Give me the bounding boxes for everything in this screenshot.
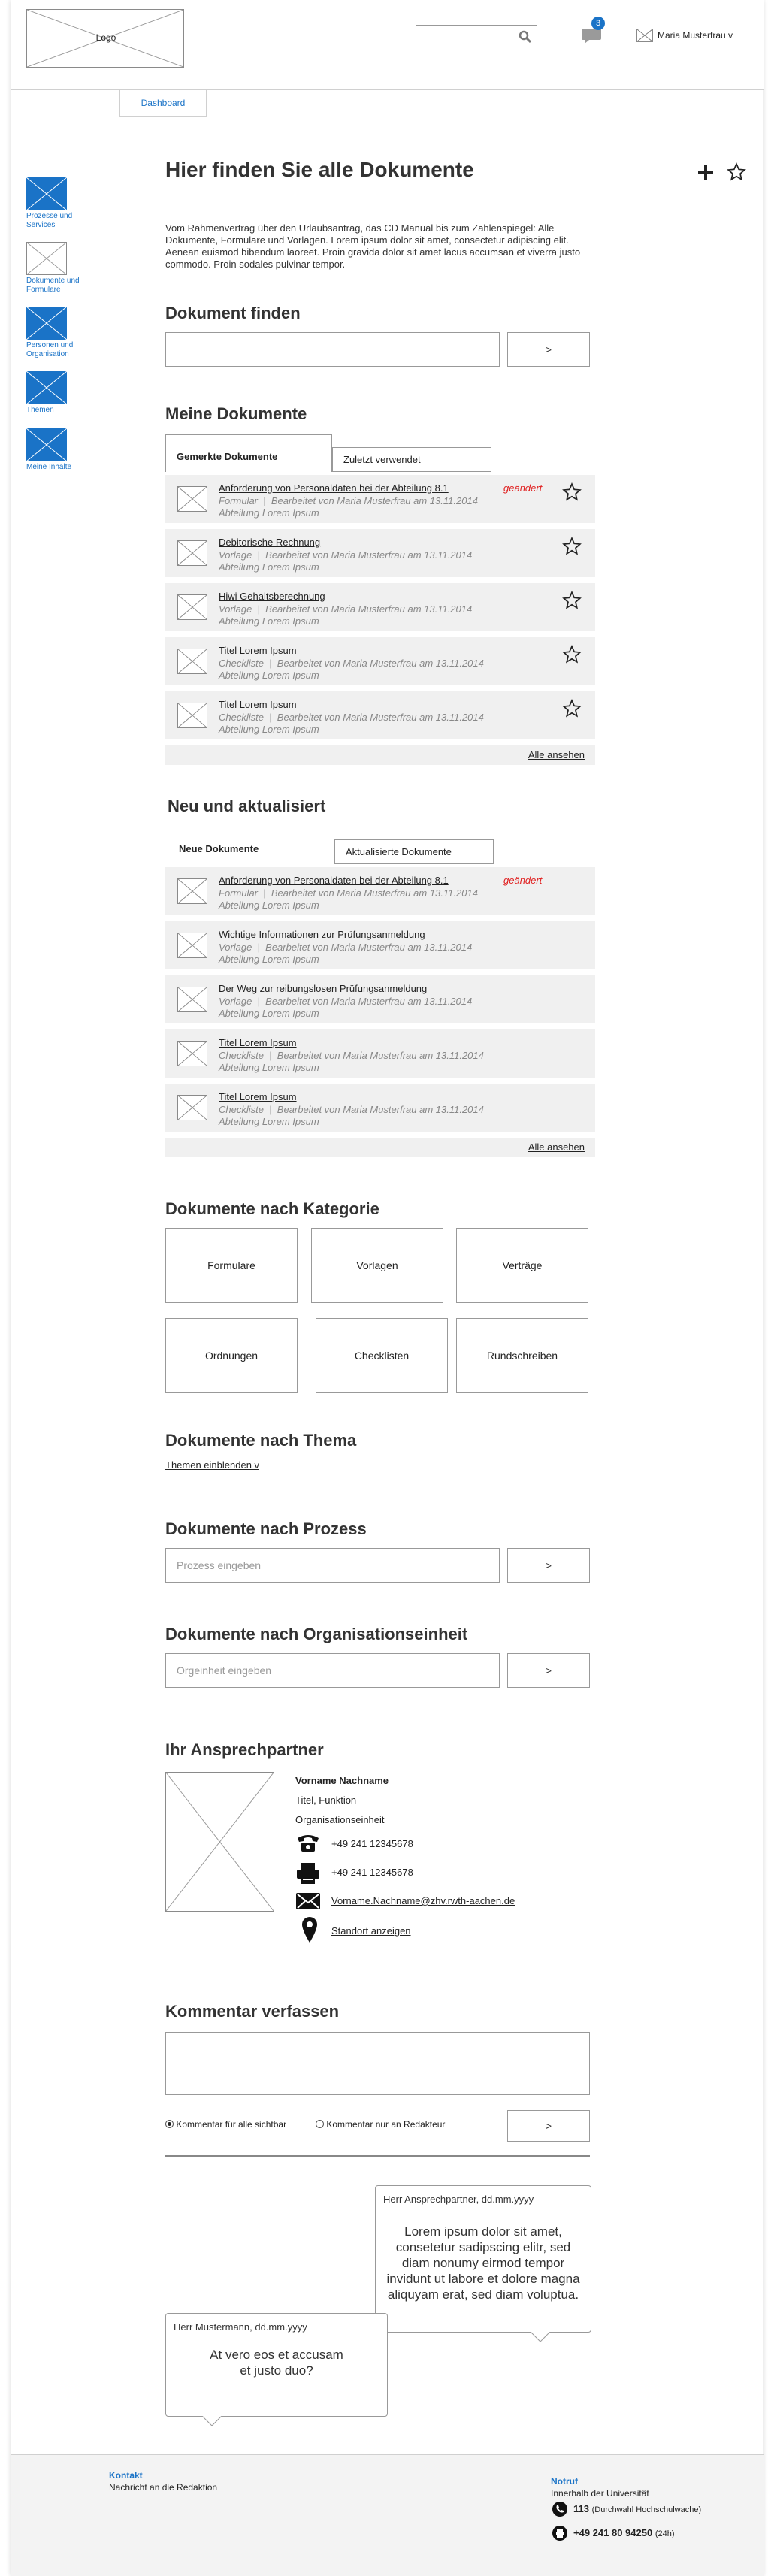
document-title-link[interactable]: Der Weg zur reibungslosen Prüfungsanmeldung (219, 983, 428, 994)
sidebar-item-prozesse[interactable] (26, 177, 79, 237)
document-meta: Vorlage | Bearbeitet von Maria Musterfrau am 13.11.2014 (219, 942, 473, 953)
radio-all-label: Kommentar für alle sichtbar (176, 2119, 287, 2130)
star-icon[interactable] (562, 591, 582, 610)
page-frame (11, 0, 763, 2576)
search-icon[interactable] (519, 30, 532, 44)
comment-textarea[interactable] (165, 2032, 590, 2095)
location-pin-icon (301, 1916, 318, 1943)
my-docs-more-bar (165, 745, 595, 765)
logo[interactable] (26, 9, 184, 68)
user-menu[interactable] (636, 27, 757, 44)
orgunit-placeholder: Orgeinheit eingeben (177, 1664, 272, 1677)
sidebar-item-label: Personen und Organisation (26, 341, 74, 358)
search-input[interactable] (416, 25, 537, 47)
document-edited: Bearbeitet von Maria Musterfrau am 13.11.2014 (271, 887, 478, 899)
document-type: Checkliste (219, 1050, 264, 1061)
emergency-note-2: (24h) (655, 2529, 675, 2538)
document-dept: Abteilung Lorem Ipsum (219, 954, 319, 965)
document-edited: Bearbeitet von Maria Musterfrau am 13.11.2014 (265, 942, 473, 953)
orgunit-input[interactable] (165, 1653, 500, 1688)
comment-submit-button[interactable]: > (507, 2110, 590, 2142)
find-heading: Dokument finden (165, 304, 301, 322)
document-thumbnail (177, 933, 207, 958)
star-icon[interactable] (562, 482, 582, 502)
document-dept: Abteilung Lorem Ipsum (219, 670, 319, 681)
list-item[interactable] (165, 475, 595, 523)
tab-dashboard-label: Dashboard (141, 98, 186, 108)
contact-location-link[interactable]: Standort anzeigen (331, 1925, 411, 1937)
contact-heading: Ihr Ansprechpartner (165, 1740, 324, 1759)
document-thumbnail (177, 878, 207, 904)
fax-icon (295, 1862, 321, 1885)
personen-icon (26, 307, 67, 340)
my-docs-more-link[interactable]: Alle ansehen (528, 749, 585, 760)
footer-emergency-number-2 (573, 2527, 675, 2538)
document-thumbnail (177, 1095, 207, 1120)
document-meta: Checkliste | Bearbeitet von Maria Musterfrau am 13.11.2014 (219, 1104, 484, 1115)
document-title-link[interactable]: Titel Lorem Ipsum (219, 699, 297, 710)
dokumente-icon (26, 242, 67, 275)
page-intro: Vom Rahmenvertrag über den Urlaubsantrag, das CD Manual bis zum Zahlenspiegel: Alle Dokumente, Formulare und Vorlagen. Lorem ipsum dolor sit amet, consectetur adipiscing elit. Aenean euismod bibendum laoreet. Proin gravida dolor sit amet lacus accumsan et viverra justo commodo. Proin sodales pulvinar tempor. (165, 222, 581, 270)
sidebar-item-label: Prozesse und Services (26, 212, 73, 229)
avatar (636, 29, 653, 42)
emergency-note-1: (Durchwahl Hochschulwache) (591, 2505, 702, 2514)
changed-badge: geändert (503, 482, 543, 494)
document-thumbnail (177, 987, 207, 1012)
document-edited: Bearbeitet von Maria Musterfrau am 13.11.2014 (265, 549, 473, 561)
prozesse-icon (26, 177, 67, 210)
sidebar-item-meine-inhalte[interactable] (26, 428, 79, 481)
contact-photo (165, 1772, 274, 1912)
contact-phone[interactable]: +49 241 12345678 (331, 1838, 413, 1849)
sidebar-item-personen[interactable] (26, 307, 79, 367)
document-edited: Bearbeitet von Maria Musterfrau am 13.11.2014 (277, 658, 484, 669)
new-docs-more-link[interactable]: Alle ansehen (528, 1141, 585, 1153)
document-edited: Bearbeitet von Maria Musterfrau am 13.11.2014 (277, 1050, 484, 1061)
orgunit-heading: Dokumente nach Organisationseinheit (165, 1625, 468, 1643)
document-title-link[interactable]: Wichtige Informationen zur Prüfungsanmeldung (219, 929, 425, 940)
document-thumbnail (177, 1041, 207, 1066)
document-dept: Abteilung Lorem Ipsum (219, 1116, 319, 1127)
document-type: Formular (219, 887, 259, 899)
list-item[interactable] (165, 1084, 595, 1132)
document-type: Checkliste (219, 1104, 264, 1115)
radio-unchecked-icon (316, 2120, 324, 2128)
tab-zuletzt-verwendet[interactable] (332, 447, 491, 472)
contact-fax[interactable]: +49 241 12345678 (331, 1867, 413, 1878)
document-edited: Bearbeitet von Maria Musterfrau am 13.11.2014 (265, 603, 473, 615)
find-input[interactable] (165, 332, 500, 367)
radio-checked-icon (165, 2120, 174, 2128)
document-edited: Bearbeitet von Maria Musterfrau am 13.11.2014 (277, 712, 484, 723)
document-dept: Abteilung Lorem Ipsum (219, 615, 319, 627)
comment-author: Herr Mustermann, dd.mm.yyyy (174, 2321, 307, 2333)
bubble-tail (202, 2407, 221, 2426)
document-edited: Bearbeitet von Maria Musterfrau am 13.11.2014 (271, 495, 478, 506)
document-edited: Bearbeitet von Maria Musterfrau am 13.11.2014 (277, 1104, 484, 1115)
document-thumbnail (177, 540, 207, 566)
page-title: Hier finden Sie alle Dokumente (165, 158, 474, 181)
comment-heading: Kommentar verfassen (165, 2002, 340, 2021)
document-meta: Checkliste | Bearbeitet von Maria Musterfrau am 13.11.2014 (219, 658, 484, 669)
star-icon[interactable] (727, 162, 746, 182)
list-item[interactable] (165, 867, 595, 915)
document-type: Vorlage (219, 549, 252, 561)
document-dept: Abteilung Lorem Ipsum (219, 724, 319, 735)
document-dept: Abteilung Lorem Ipsum (219, 899, 319, 911)
radio-comment-all[interactable] (165, 2119, 286, 2130)
document-dept: Abteilung Lorem Ipsum (219, 561, 319, 573)
footer (11, 2454, 764, 2576)
list-item[interactable] (165, 637, 595, 685)
star-icon[interactable] (562, 699, 582, 718)
add-icon[interactable] (697, 164, 715, 182)
document-type: Vorlage (219, 942, 252, 953)
document-thumbnail (177, 594, 207, 620)
orgunit-submit-button[interactable]: > (507, 1653, 590, 1688)
user-name: Maria Musterfrau v (658, 30, 733, 41)
sidebar-item-label: Dokumente und Formulare (26, 277, 80, 294)
find-submit-button[interactable]: > (507, 332, 590, 367)
notification-count: 3 (595, 19, 601, 28)
process-submit-button[interactable]: > (507, 1548, 590, 1583)
new-docs-heading: Neu und aktualisiert (168, 797, 326, 815)
phone-icon (295, 1834, 321, 1853)
list-item[interactable] (165, 691, 595, 739)
header (11, 0, 764, 90)
category-vertraege[interactable]: Verträge (456, 1228, 588, 1303)
document-meta: Vorlage | Bearbeitet von Maria Musterfrau am 13.11.2014 (219, 996, 473, 1007)
tab-label: Aktualisierte Dokumente (346, 846, 452, 857)
tab-dashboard[interactable] (119, 90, 207, 117)
document-dept: Abteilung Lorem Ipsum (219, 507, 319, 519)
document-meta: Vorlage | Bearbeitet von Maria Musterfrau am 13.11.2014 (219, 549, 473, 561)
document-edited: Bearbeitet von Maria Musterfrau am 13.11.2014 (265, 996, 473, 1007)
sidebar-item-label: Meine Inhalte (26, 463, 72, 471)
document-title-link[interactable]: Titel Lorem Ipsum (219, 645, 297, 656)
fax-circle-icon (552, 2526, 567, 2541)
document-type: Vorlage (219, 603, 252, 615)
contact-name[interactable]: Vorname Nachname (295, 1775, 389, 1786)
category-formulare[interactable]: Formulare (165, 1228, 298, 1303)
contact-email[interactable]: Vorname.Nachname@zhv.rwth-aachen.de (331, 1895, 515, 1906)
topics-toggle-link[interactable]: Themen einblenden v (165, 1459, 260, 1471)
sidebar-item-dokumente[interactable] (26, 242, 79, 302)
document-meta: Formular | Bearbeitet von Maria Musterfrau am 13.11.2014 (219, 887, 478, 899)
comment-text: Lorem ipsum dolor sit amet, consetetur sadipscing elitr, sed diam nonumy eirmod tempor invidunt ut labore et dolore magna aliquyam erat, sed diam voluptua. (386, 2224, 580, 2302)
process-input[interactable] (165, 1548, 500, 1583)
document-thumbnail (177, 649, 207, 674)
document-title-link[interactable]: Hiwi Gehaltsberechnung (219, 591, 325, 602)
document-meta: Checkliste | Bearbeitet von Maria Musterfrau am 13.11.2014 (219, 712, 484, 723)
phone-circle-icon (552, 2502, 567, 2517)
comment-bubble-reply (375, 2185, 591, 2333)
contact-org: Organisationseinheit (295, 1814, 385, 1825)
sidebar-item-label: Themen (26, 406, 54, 414)
document-type: Checkliste (219, 658, 264, 669)
star-icon[interactable] (562, 645, 582, 664)
emergency-number-1[interactable]: 113 (573, 2503, 589, 2514)
document-title-link[interactable]: Anforderung von Personaldaten bei der Abteilung 8.1 (219, 875, 449, 886)
footer-emergency-title: Notruf (551, 2476, 578, 2487)
list-item[interactable] (165, 583, 595, 631)
footer-emergency-sub: Innerhalb der Universität (551, 2488, 649, 2499)
tab-neue-dokumente[interactable] (168, 827, 334, 864)
contact-title: Titel, Funktion (295, 1794, 357, 1806)
topics-heading: Dokumente nach Thema (165, 1431, 357, 1450)
category-vorlagen[interactable]: Vorlagen (311, 1228, 443, 1303)
bubble-tail (531, 2323, 549, 2342)
footer-contact-title: Kontakt (109, 2470, 143, 2481)
tab-gemerkte-dokumente[interactable] (165, 434, 332, 472)
category-ordnungen[interactable]: Ordnungen (165, 1318, 298, 1393)
tab-label: Gemerkte Dokumente (177, 451, 278, 462)
footer-contact-link[interactable]: Nachricht an die Redaktion (109, 2482, 218, 2493)
comment-bubble-question (165, 2313, 388, 2417)
notification-badge (591, 17, 605, 30)
themen-icon (26, 371, 67, 404)
category-checklisten[interactable]: Checklisten (316, 1318, 448, 1393)
changed-badge: geändert (503, 875, 543, 886)
category-heading: Dokumente nach Kategorie (165, 1199, 379, 1218)
process-heading: Dokumente nach Prozess (165, 1519, 367, 1538)
list-item[interactable] (165, 1029, 595, 1078)
tab-label: Neue Dokumente (179, 843, 259, 854)
document-title-link[interactable]: Debitorische Rechnung (219, 537, 321, 548)
document-type: Vorlage (219, 996, 252, 1007)
notifications-button[interactable] (579, 17, 605, 47)
new-docs-more-bar (165, 1138, 595, 1157)
my-docs-heading: Meine Dokumente (165, 404, 307, 423)
document-meta: Formular | Bearbeitet von Maria Musterfrau am 13.11.2014 (219, 495, 478, 506)
document-thumbnail (177, 486, 207, 512)
comment-divider (165, 2155, 590, 2157)
radio-editor-label: Kommentar nur an Redakteur (326, 2119, 446, 2130)
document-title-link[interactable]: Titel Lorem Ipsum (219, 1037, 297, 1048)
radio-comment-editor[interactable] (316, 2119, 445, 2130)
document-title-link[interactable]: Titel Lorem Ipsum (219, 1091, 297, 1102)
list-item[interactable] (165, 921, 595, 969)
document-dept: Abteilung Lorem Ipsum (219, 1062, 319, 1073)
document-title-link[interactable]: Anforderung von Personaldaten bei der Abteilung 8.1 (219, 482, 449, 494)
comment-text: At vero eos et accusam et justo duo? (210, 2348, 343, 2378)
document-thumbnail (177, 703, 207, 728)
document-dept: Abteilung Lorem Ipsum (219, 1008, 319, 1019)
emergency-number-2[interactable]: +49 241 80 94250 (573, 2527, 653, 2538)
document-meta: Checkliste | Bearbeitet von Maria Musterfrau am 13.11.2014 (219, 1050, 484, 1061)
star-icon[interactable] (562, 537, 582, 556)
document-meta: Vorlage | Bearbeitet von Maria Musterfrau am 13.11.2014 (219, 603, 473, 615)
footer-emergency-number-1 (573, 2503, 701, 2514)
tab-label: Zuletzt verwendet (343, 454, 421, 465)
email-icon (295, 1892, 321, 1910)
tab-aktualisierte-dokumente[interactable] (334, 839, 494, 864)
logo-label: Logo (95, 32, 116, 43)
list-item[interactable] (165, 975, 595, 1023)
process-placeholder: Prozess eingeben (177, 1559, 262, 1571)
sidebar-item-themen[interactable] (26, 371, 79, 416)
list-item[interactable] (165, 529, 595, 577)
document-type: Checkliste (219, 712, 264, 723)
document-type: Formular (219, 495, 259, 506)
category-rundschreiben[interactable]: Rundschreiben (456, 1318, 588, 1393)
meine-inhalte-icon (26, 428, 67, 461)
comment-author: Herr Ansprechpartner, dd.mm.yyyy (383, 2194, 534, 2205)
